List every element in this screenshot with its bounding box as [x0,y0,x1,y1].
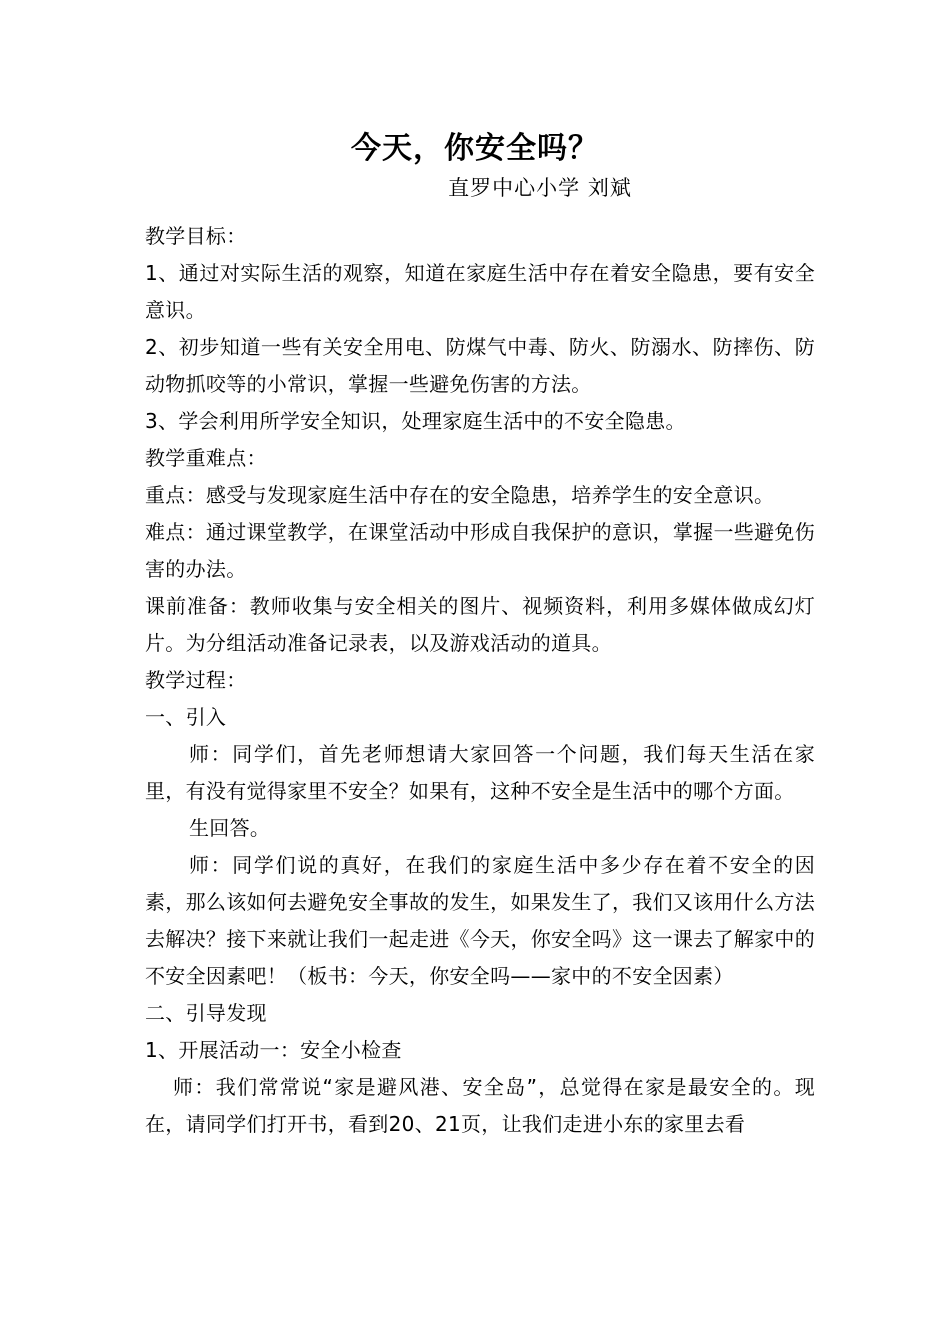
goal-item-1: 1、通过对实际生活的观察，知道在家庭生活中存在着安全隐患，要有安全意识。 [145,261,815,322]
teacher-paragraph: 师：同学们，首先老师想请大家回答一个问题，我们每天生活在家里，有没有觉得家里不安全？如果有，这种不安全是生活中的哪个方面。 [145,742,815,803]
goal-item-3: 3、学会利用所学安全知识，处理家庭生活中的不安全隐患。 [145,409,686,433]
section-introduction: 一、引入 [145,705,227,729]
activity-heading: 1、开展活动一：安全小检查 [145,1038,402,1062]
teacher-paragraph: 师：我们常常说“家是避风港、安全岛”，总觉得在家是最安全的。现在，请同学们打开书，看到20、21页，让我们走进小东的家里去看 [145,1075,815,1136]
document-author: 直罗中心小学 刘斌 [448,176,632,200]
heading-teaching-goals: 教学目标： [145,224,247,248]
document-body [145,218,815,1143]
heading-teaching-process: 教学过程： [145,668,247,692]
heading-key-points: 教学重难点： [145,446,267,470]
goal-item-2: 2、初步知道一些有关安全用电、防煤气中毒、防火、防溺水、防摔伤、防动物抓咬等的小常识，掌握一些避免伤害的方法。 [145,335,815,396]
difficult-point: 难点：通过课堂教学，在课堂活动中形成自我保护的意识，掌握一些避免伤害的办法。 [145,520,815,581]
student-answer: 生回答。 [189,816,271,840]
document-title: 今天，你安全吗？ [351,131,599,166]
key-point: 重点：感受与发现家庭生活中存在的安全隐患，培养学生的安全意识。 [145,483,775,507]
preparation: 课前准备：教师收集与安全相关的图片、视频资料，利用多媒体做成幻灯片。为分组活动准备记录表，以及游戏活动的道具。 [145,594,815,655]
teacher-paragraph: 师：同学们说的真好，在我们的家庭生活中多少存在着不安全的因素，那么该如何去避免安全事故的发生，如果发生了，我们又该用什么方法去解决？接下来就让我们一起走进《今天，你安全吗》这一课去了解家中的不安全因素吧！（板书：今天，你安全吗——家中的不安全因素） [145,853,815,988]
section-guided-discovery: 二、引导发现 [145,1001,267,1025]
